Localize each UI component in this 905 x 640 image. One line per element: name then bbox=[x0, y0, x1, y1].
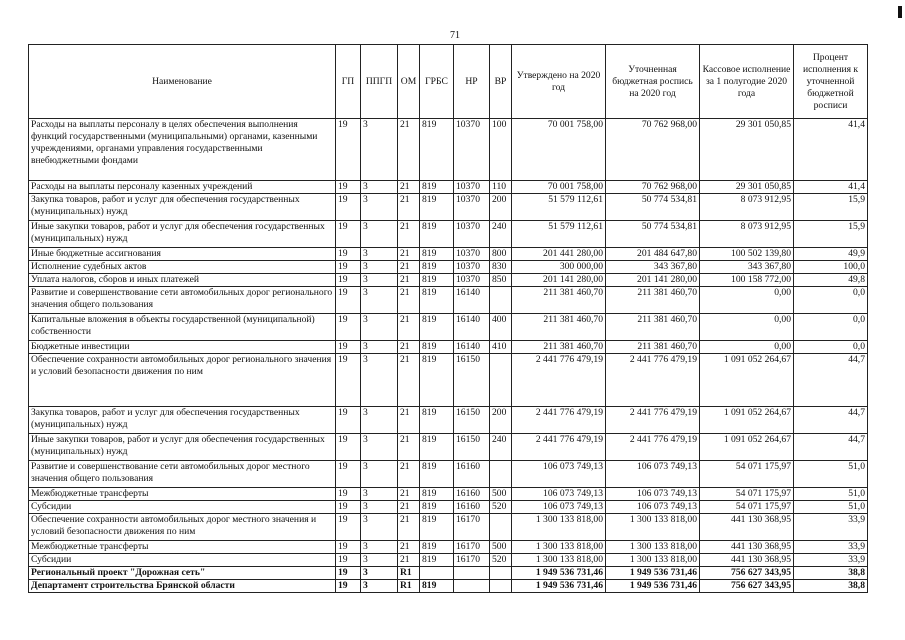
cell-approved: 51 579 112,61 bbox=[512, 221, 606, 248]
cell-gp: 19 bbox=[336, 194, 361, 221]
table-body bbox=[29, 119, 868, 593]
cell-name: Иные закупки товаров, работ и услуг для обеспечения государственных (муниципальных) нужд bbox=[29, 434, 336, 461]
header-cash: Кассовое исполнение за 1 полугодие 2020 года bbox=[700, 45, 794, 119]
cell-approved: 106 073 749,13 bbox=[512, 488, 606, 501]
cell-percent: 51,0 bbox=[794, 488, 868, 501]
cell-grbs: 819 bbox=[420, 248, 454, 261]
cell-approved: 1 300 133 818,00 bbox=[512, 514, 606, 541]
cell-gp: 19 bbox=[336, 488, 361, 501]
cell-gp: 19 bbox=[336, 434, 361, 461]
cell-grbs: 819 bbox=[420, 274, 454, 287]
cell-om: 21 bbox=[398, 287, 420, 314]
cell-name: Региональный проект "Дорожная сеть" bbox=[29, 567, 336, 580]
cell-approved: 1 300 133 818,00 bbox=[512, 554, 606, 567]
cell-ppgp: 3 bbox=[361, 461, 398, 488]
cell-cash: 54 071 175,97 bbox=[700, 501, 794, 514]
cell-nr: 10370 bbox=[454, 194, 490, 221]
table-row bbox=[29, 248, 868, 261]
cell-refined: 2 441 776 479,19 bbox=[606, 434, 700, 461]
scan-edge-mark bbox=[898, 6, 902, 18]
cell-percent: 100,0 bbox=[794, 261, 868, 274]
cell-cash: 0,00 bbox=[700, 314, 794, 341]
cell-gp: 19 bbox=[336, 287, 361, 314]
cell-grbs: 819 bbox=[420, 181, 454, 194]
cell-cash: 29 301 050,85 bbox=[700, 119, 794, 181]
cell-ppgp: 3 bbox=[361, 580, 398, 593]
cell-refined: 1 300 133 818,00 bbox=[606, 541, 700, 554]
cell-name: Исполнение судебных актов bbox=[29, 261, 336, 274]
cell-om: 21 bbox=[398, 554, 420, 567]
cell-name: Закупка товаров, работ и услуг для обеспечения государственных (муниципальных) нужд bbox=[29, 194, 336, 221]
table-row bbox=[29, 407, 868, 434]
cell-name: Развитие и совершенствование сети автомобильных дорог регионального значения общего пользования bbox=[29, 287, 336, 314]
cell-refined: 70 762 968,00 bbox=[606, 181, 700, 194]
cell-ppgp: 3 bbox=[361, 554, 398, 567]
cell-name: Развитие и совершенствование сети автомобильных дорог местного значения общего пользования bbox=[29, 461, 336, 488]
table-row bbox=[29, 221, 868, 248]
cell-vr: 110 bbox=[490, 181, 512, 194]
cell-refined: 201 141 280,00 bbox=[606, 274, 700, 287]
cell-vr: 240 bbox=[490, 221, 512, 248]
cell-cash: 1 091 052 264,67 bbox=[700, 354, 794, 407]
header-refined: Уточненная бюджетная роспись на 2020 год bbox=[606, 45, 700, 119]
cell-refined: 106 073 749,13 bbox=[606, 501, 700, 514]
cell-approved: 211 381 460,70 bbox=[512, 341, 606, 354]
cell-approved: 70 001 758,00 bbox=[512, 181, 606, 194]
header-om: ОМ bbox=[398, 45, 420, 119]
cell-percent: 15,9 bbox=[794, 194, 868, 221]
table-row bbox=[29, 580, 868, 593]
cell-nr: 16170 bbox=[454, 541, 490, 554]
cell-om: 21 bbox=[398, 221, 420, 248]
cell-ppgp: 3 bbox=[361, 488, 398, 501]
cell-om: 21 bbox=[398, 434, 420, 461]
cell-cash: 29 301 050,85 bbox=[700, 181, 794, 194]
header-grbs: ГРБС bbox=[420, 45, 454, 119]
cell-ppgp: 3 bbox=[361, 261, 398, 274]
cell-cash: 756 627 343,95 bbox=[700, 567, 794, 580]
cell-name: Межбюджетные трансферты bbox=[29, 488, 336, 501]
cell-approved: 51 579 112,61 bbox=[512, 194, 606, 221]
cell-ppgp: 3 bbox=[361, 567, 398, 580]
cell-om: R1 bbox=[398, 580, 420, 593]
header-ppgp: ППГП bbox=[361, 45, 398, 119]
cell-percent: 38,8 bbox=[794, 580, 868, 593]
cell-name: Субсидии bbox=[29, 554, 336, 567]
cell-gp: 19 bbox=[336, 261, 361, 274]
cell-om: 21 bbox=[398, 407, 420, 434]
cell-grbs bbox=[420, 567, 454, 580]
cell-refined: 1 300 133 818,00 bbox=[606, 514, 700, 541]
cell-name: Департамент строительства Брянской области bbox=[29, 580, 336, 593]
cell-nr: 10370 bbox=[454, 119, 490, 181]
cell-nr bbox=[454, 580, 490, 593]
cell-refined: 343 367,80 bbox=[606, 261, 700, 274]
cell-refined: 211 381 460,70 bbox=[606, 287, 700, 314]
cell-gp: 19 bbox=[336, 181, 361, 194]
cell-om: 21 bbox=[398, 488, 420, 501]
cell-refined: 1 949 536 731,46 bbox=[606, 567, 700, 580]
cell-gp: 19 bbox=[336, 407, 361, 434]
cell-approved: 1 949 536 731,46 bbox=[512, 567, 606, 580]
cell-nr: 16140 bbox=[454, 341, 490, 354]
header-nr: НР bbox=[454, 45, 490, 119]
cell-name: Межбюджетные трансферты bbox=[29, 541, 336, 554]
cell-percent: 44,7 bbox=[794, 354, 868, 407]
cell-percent: 44,7 bbox=[794, 434, 868, 461]
cell-refined: 211 381 460,70 bbox=[606, 314, 700, 341]
table-row bbox=[29, 567, 868, 580]
cell-refined: 211 381 460,70 bbox=[606, 341, 700, 354]
cell-nr: 16150 bbox=[454, 407, 490, 434]
cell-refined: 70 762 968,00 bbox=[606, 119, 700, 181]
cell-cash: 343 367,80 bbox=[700, 261, 794, 274]
cell-cash: 54 071 175,97 bbox=[700, 488, 794, 501]
cell-percent: 49,9 bbox=[794, 248, 868, 261]
cell-vr bbox=[490, 514, 512, 541]
cell-om: 21 bbox=[398, 119, 420, 181]
cell-percent: 41,4 bbox=[794, 181, 868, 194]
cell-nr: 16170 bbox=[454, 554, 490, 567]
cell-percent: 41,4 bbox=[794, 119, 868, 181]
cell-percent: 0,0 bbox=[794, 287, 868, 314]
cell-vr bbox=[490, 287, 512, 314]
cell-cash: 441 130 368,95 bbox=[700, 554, 794, 567]
cell-cash: 1 091 052 264,67 bbox=[700, 434, 794, 461]
header-approved: Утверждено на 2020 год bbox=[512, 45, 606, 119]
cell-nr: 10370 bbox=[454, 181, 490, 194]
cell-vr bbox=[490, 461, 512, 488]
cell-vr: 520 bbox=[490, 501, 512, 514]
cell-nr: 16160 bbox=[454, 501, 490, 514]
cell-approved: 1 300 133 818,00 bbox=[512, 541, 606, 554]
cell-grbs: 819 bbox=[420, 354, 454, 407]
cell-nr: 16140 bbox=[454, 314, 490, 341]
cell-approved: 2 441 776 479,19 bbox=[512, 354, 606, 407]
cell-vr: 800 bbox=[490, 248, 512, 261]
cell-nr: 16160 bbox=[454, 461, 490, 488]
cell-grbs: 819 bbox=[420, 554, 454, 567]
cell-cash: 100 158 772,00 bbox=[700, 274, 794, 287]
cell-ppgp: 3 bbox=[361, 194, 398, 221]
cell-om: 21 bbox=[398, 541, 420, 554]
table-row bbox=[29, 314, 868, 341]
cell-cash: 8 073 912,95 bbox=[700, 221, 794, 248]
cell-om: 21 bbox=[398, 248, 420, 261]
cell-percent: 15,9 bbox=[794, 221, 868, 248]
cell-name: Бюджетные инвестиции bbox=[29, 341, 336, 354]
cell-approved: 300 000,00 bbox=[512, 261, 606, 274]
cell-cash: 0,00 bbox=[700, 341, 794, 354]
cell-gp: 19 bbox=[336, 274, 361, 287]
cell-refined: 2 441 776 479,19 bbox=[606, 407, 700, 434]
cell-vr: 240 bbox=[490, 434, 512, 461]
cell-nr: 16140 bbox=[454, 287, 490, 314]
cell-ppgp: 3 bbox=[361, 514, 398, 541]
cell-grbs: 819 bbox=[420, 221, 454, 248]
cell-vr: 830 bbox=[490, 261, 512, 274]
cell-name: Иные закупки товаров, работ и услуг для обеспечения государственных (муниципальных) нужд bbox=[29, 221, 336, 248]
cell-grbs: 819 bbox=[420, 434, 454, 461]
cell-vr: 410 bbox=[490, 341, 512, 354]
cell-name: Обеспечение сохранности автомобильных дорог местного значения и условий безопасности движения по ним bbox=[29, 514, 336, 541]
cell-name: Иные бюджетные ассигнования bbox=[29, 248, 336, 261]
cell-ppgp: 3 bbox=[361, 287, 398, 314]
cell-refined: 106 073 749,13 bbox=[606, 488, 700, 501]
cell-approved: 1 949 536 731,46 bbox=[512, 580, 606, 593]
cell-percent: 38,8 bbox=[794, 567, 868, 580]
cell-vr: 500 bbox=[490, 541, 512, 554]
cell-percent: 33,9 bbox=[794, 514, 868, 541]
cell-grbs: 819 bbox=[420, 488, 454, 501]
cell-refined: 106 073 749,13 bbox=[606, 461, 700, 488]
cell-ppgp: 3 bbox=[361, 434, 398, 461]
cell-nr: 16170 bbox=[454, 514, 490, 541]
cell-ppgp: 3 bbox=[361, 501, 398, 514]
header-percent: Процент исполнения к уточненной бюджетной росписи bbox=[794, 45, 868, 119]
cell-refined: 50 774 534,81 bbox=[606, 221, 700, 248]
cell-nr: 16160 bbox=[454, 488, 490, 501]
cell-gp: 19 bbox=[336, 314, 361, 341]
cell-grbs: 819 bbox=[420, 407, 454, 434]
cell-ppgp: 3 bbox=[361, 354, 398, 407]
cell-grbs: 819 bbox=[420, 580, 454, 593]
cell-gp: 19 bbox=[336, 248, 361, 261]
table-row bbox=[29, 341, 868, 354]
cell-approved: 70 001 758,00 bbox=[512, 119, 606, 181]
cell-ppgp: 3 bbox=[361, 407, 398, 434]
cell-refined: 2 441 776 479,19 bbox=[606, 354, 700, 407]
cell-cash: 756 627 343,95 bbox=[700, 580, 794, 593]
cell-approved: 211 381 460,70 bbox=[512, 287, 606, 314]
cell-gp: 19 bbox=[336, 461, 361, 488]
cell-name: Закупка товаров, работ и услуг для обеспечения государственных (муниципальных) нужд bbox=[29, 407, 336, 434]
cell-vr: 520 bbox=[490, 554, 512, 567]
table-row bbox=[29, 194, 868, 221]
cell-approved: 2 441 776 479,19 bbox=[512, 407, 606, 434]
cell-grbs: 819 bbox=[420, 261, 454, 274]
cell-om: 21 bbox=[398, 461, 420, 488]
cell-ppgp: 3 bbox=[361, 541, 398, 554]
cell-nr bbox=[454, 567, 490, 580]
cell-gp: 19 bbox=[336, 567, 361, 580]
cell-refined: 201 484 647,80 bbox=[606, 248, 700, 261]
cell-cash: 441 130 368,95 bbox=[700, 541, 794, 554]
cell-ppgp: 3 bbox=[361, 221, 398, 248]
cell-nr: 10370 bbox=[454, 274, 490, 287]
cell-percent: 51,0 bbox=[794, 501, 868, 514]
cell-refined: 1 300 133 818,00 bbox=[606, 554, 700, 567]
cell-approved: 201 441 280,00 bbox=[512, 248, 606, 261]
table-row bbox=[29, 488, 868, 501]
cell-cash: 0,00 bbox=[700, 287, 794, 314]
cell-vr bbox=[490, 580, 512, 593]
cell-vr bbox=[490, 354, 512, 407]
table-row bbox=[29, 287, 868, 314]
cell-nr: 10370 bbox=[454, 261, 490, 274]
cell-grbs: 819 bbox=[420, 194, 454, 221]
cell-om: 21 bbox=[398, 194, 420, 221]
table-row bbox=[29, 554, 868, 567]
cell-gp: 19 bbox=[336, 580, 361, 593]
cell-om: 21 bbox=[398, 501, 420, 514]
table-header-row bbox=[29, 45, 868, 119]
cell-om: 21 bbox=[398, 314, 420, 341]
cell-gp: 19 bbox=[336, 501, 361, 514]
cell-vr bbox=[490, 567, 512, 580]
cell-approved: 211 381 460,70 bbox=[512, 314, 606, 341]
table-row bbox=[29, 514, 868, 541]
cell-vr: 400 bbox=[490, 314, 512, 341]
cell-gp: 19 bbox=[336, 354, 361, 407]
cell-nr: 16150 bbox=[454, 354, 490, 407]
cell-ppgp: 3 bbox=[361, 181, 398, 194]
cell-grbs: 819 bbox=[420, 501, 454, 514]
cell-cash: 100 502 139,80 bbox=[700, 248, 794, 261]
cell-ppgp: 3 bbox=[361, 314, 398, 341]
cell-approved: 201 141 280,00 bbox=[512, 274, 606, 287]
cell-grbs: 819 bbox=[420, 341, 454, 354]
header-name: Наименование bbox=[29, 45, 336, 119]
cell-name: Расходы на выплаты персоналу в целях обеспечения выполнения функций государственными (муниципальными) органами, казенными учреждениями, органами управления государственными внебюджетными фондами bbox=[29, 119, 336, 181]
cell-grbs: 819 bbox=[420, 541, 454, 554]
cell-cash: 1 091 052 264,67 bbox=[700, 407, 794, 434]
cell-om: 21 bbox=[398, 274, 420, 287]
cell-gp: 19 bbox=[336, 341, 361, 354]
table-row bbox=[29, 261, 868, 274]
cell-name: Уплата налогов, сборов и иных платежей bbox=[29, 274, 336, 287]
cell-gp: 19 bbox=[336, 514, 361, 541]
cell-nr: 10370 bbox=[454, 248, 490, 261]
cell-percent: 51,0 bbox=[794, 461, 868, 488]
table-row bbox=[29, 274, 868, 287]
cell-cash: 54 071 175,97 bbox=[700, 461, 794, 488]
cell-nr: 16150 bbox=[454, 434, 490, 461]
cell-percent: 49,8 bbox=[794, 274, 868, 287]
page-number: 71 bbox=[450, 30, 460, 41]
cell-cash: 8 073 912,95 bbox=[700, 194, 794, 221]
cell-approved: 2 441 776 479,19 bbox=[512, 434, 606, 461]
cell-percent: 33,9 bbox=[794, 554, 868, 567]
cell-gp: 19 bbox=[336, 541, 361, 554]
cell-vr: 850 bbox=[490, 274, 512, 287]
cell-name: Капитальные вложения в объекты государственной (муниципальной) собственности bbox=[29, 314, 336, 341]
cell-name: Обеспечение сохранности автомобильных дорог регионального значения и условий безопасности движения по ним bbox=[29, 354, 336, 407]
cell-nr: 10370 bbox=[454, 221, 490, 248]
cell-ppgp: 3 bbox=[361, 341, 398, 354]
cell-approved: 106 073 749,13 bbox=[512, 501, 606, 514]
cell-om: 21 bbox=[398, 514, 420, 541]
cell-om: 21 bbox=[398, 181, 420, 194]
cell-percent: 33,9 bbox=[794, 541, 868, 554]
cell-om: 21 bbox=[398, 261, 420, 274]
cell-grbs: 819 bbox=[420, 514, 454, 541]
table-row bbox=[29, 501, 868, 514]
cell-cash: 441 130 368,95 bbox=[700, 514, 794, 541]
cell-grbs: 819 bbox=[420, 461, 454, 488]
cell-vr: 200 bbox=[490, 194, 512, 221]
cell-vr: 500 bbox=[490, 488, 512, 501]
cell-ppgp: 3 bbox=[361, 119, 398, 181]
cell-percent: 0,0 bbox=[794, 341, 868, 354]
cell-gp: 19 bbox=[336, 221, 361, 248]
cell-vr: 200 bbox=[490, 407, 512, 434]
cell-grbs: 819 bbox=[420, 287, 454, 314]
cell-om: 21 bbox=[398, 341, 420, 354]
cell-percent: 44,7 bbox=[794, 407, 868, 434]
cell-refined: 50 774 534,81 bbox=[606, 194, 700, 221]
cell-name: Субсидии bbox=[29, 501, 336, 514]
header-vr: ВР bbox=[490, 45, 512, 119]
cell-ppgp: 3 bbox=[361, 248, 398, 261]
budget-execution-table bbox=[28, 44, 868, 593]
cell-refined: 1 949 536 731,46 bbox=[606, 580, 700, 593]
cell-grbs: 819 bbox=[420, 314, 454, 341]
cell-ppgp: 3 bbox=[361, 274, 398, 287]
table-row bbox=[29, 354, 868, 407]
cell-name: Расходы на выплаты персоналу казенных учреждений bbox=[29, 181, 336, 194]
table-row bbox=[29, 119, 868, 181]
cell-vr: 100 bbox=[490, 119, 512, 181]
cell-gp: 19 bbox=[336, 554, 361, 567]
table-row bbox=[29, 541, 868, 554]
cell-gp: 19 bbox=[336, 119, 361, 181]
cell-percent: 0,0 bbox=[794, 314, 868, 341]
header-gp: ГП bbox=[336, 45, 361, 119]
table-row bbox=[29, 434, 868, 461]
cell-om: R1 bbox=[398, 567, 420, 580]
table-row bbox=[29, 461, 868, 488]
cell-approved: 106 073 749,13 bbox=[512, 461, 606, 488]
table-row bbox=[29, 181, 868, 194]
cell-om: 21 bbox=[398, 354, 420, 407]
cell-grbs: 819 bbox=[420, 119, 454, 181]
